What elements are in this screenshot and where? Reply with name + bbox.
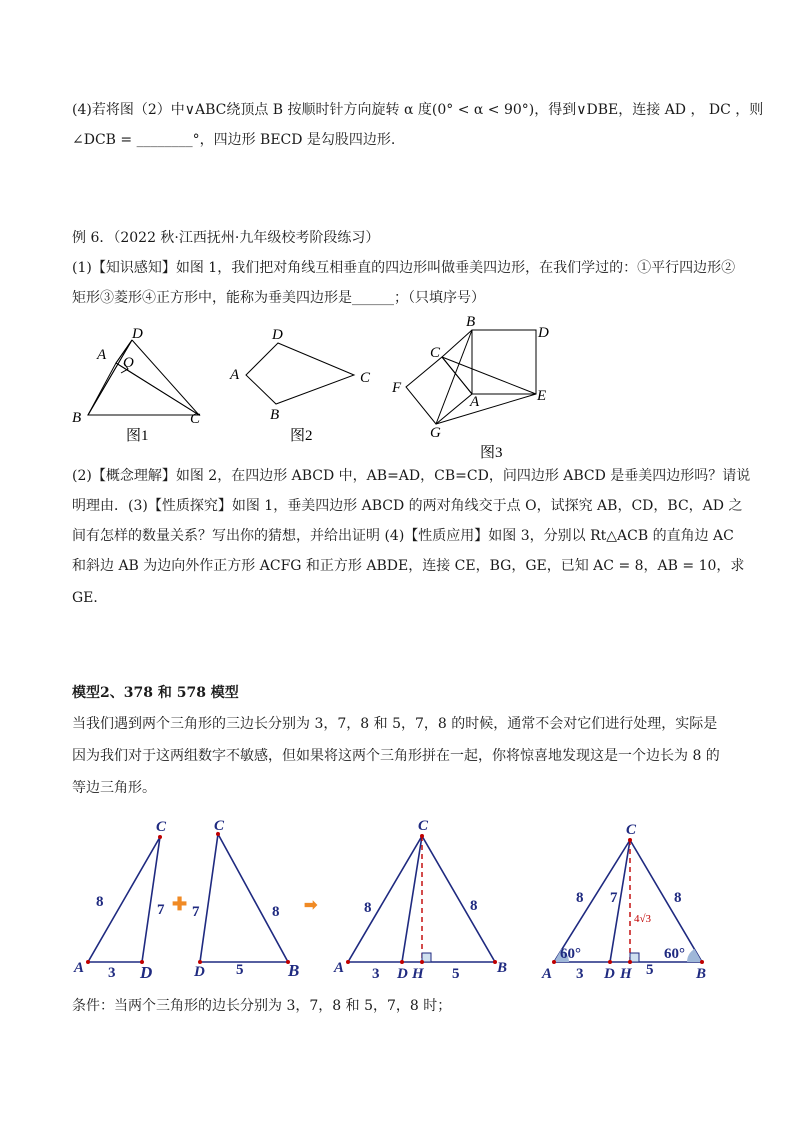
example6-part2-line4: 和斜边 AB 为边向外作正方形 ACFG 和正方形 ABDE，连接 CE，BG，GE，已知 AC = 8，AB = 10，求 [72, 558, 745, 574]
example6-part1-line1: (1)【知识感知】如图 1，我们把对角线互相垂直的四边形叫做垂美四边形，在我们学过的：①平行四边形② [72, 260, 736, 276]
figure-2 [226, 325, 386, 450]
example6-part1-line2: 矩形③菱形④正方形中，能称为垂美四边形是______；（只填序号） [72, 290, 485, 306]
fig3-label-c: C [430, 345, 441, 361]
example6-part2-line2: 明理由．(3)【性质探究】如图 1，垂美四边形 ABCD 的两对角线交于点 O，试探究 AB，CD，BC，AD 之 [72, 498, 743, 514]
t4-side-3: 3 [576, 966, 584, 982]
t2-side-8: 8 [272, 904, 280, 920]
example6-part2-line1: (2)【概念理解】如图 2，在四边形 ABCD 中，AB=AD，CB=CD，问四边形 ABCD 是垂美四边形吗？请说 [72, 468, 751, 484]
fig2-label-b: B [270, 407, 280, 423]
t3-label-c: C [418, 818, 429, 834]
fig1-caption: 图1 [126, 428, 149, 444]
model2-line-3: 等边三角形。 [72, 780, 156, 796]
q4-line-1: (4)若将图（2）中∨ABC绕顶点 B 按顺时针方向旋转 α 度(0° < α < 90°)，得到∨DBE，连接 AD ， DC ，则 [72, 102, 764, 118]
arrow-icon: ➡ [304, 897, 318, 914]
fig3-label-g: G [430, 425, 441, 441]
t3-label-d: D [397, 966, 408, 982]
t4-label-h: H [620, 966, 632, 982]
fig1-label-b: B [72, 410, 82, 426]
t1-label-c: C [156, 819, 167, 835]
t3-side-8-left: 8 [364, 900, 372, 916]
fig3-caption: 图3 [480, 445, 503, 461]
t4-height-label: 4√3 [634, 913, 652, 925]
t3-label-h: H [412, 966, 424, 982]
example6-part2-line5: GE． [72, 590, 108, 606]
fig3-label-f: F [392, 380, 402, 396]
t2-label-b: B [288, 961, 300, 980]
t2-side-7: 7 [192, 904, 200, 920]
fig1-label-o: O [123, 355, 134, 371]
fig3-label-b: B [466, 314, 476, 330]
t1-label-d: D [140, 963, 153, 982]
fig1-label-a: A [97, 347, 107, 363]
t4-label-c: C [626, 822, 637, 838]
t3-side-8-right: 8 [470, 898, 478, 914]
t1-side-3: 3 [108, 965, 116, 981]
fig3-label-e: E [537, 388, 547, 404]
fig1-label-d: D [132, 326, 143, 342]
t2-label-c: C [214, 818, 225, 834]
t2-side-5: 5 [236, 962, 244, 978]
model2-line-2: 因为我们对于这两组数字不敏感，但如果将这两个三角形拼在一起，你将惊喜地发现这是一个边长为 8 的 [72, 748, 720, 764]
t3-label-b: B [497, 960, 508, 976]
fig3-label-d: D [538, 325, 549, 341]
t1-side-7: 7 [157, 902, 165, 918]
t4-angle-a: 60° [560, 946, 581, 962]
t4-label-d: D [604, 966, 615, 982]
t4-label-b: B [696, 966, 707, 982]
plus-icon: ✚ [172, 894, 188, 914]
fig2-label-a: A [230, 367, 240, 383]
fig1-label-c: C [190, 411, 201, 427]
t4-label-a: A [542, 966, 553, 982]
example6-part2-line3: 间有怎样的数量关系？写出你的猜想，并给出证明 (4)【性质应用】如图 3，分别以 Rt△ACB 的直角边 AC [72, 528, 734, 544]
fig3-label-a: A [470, 394, 480, 410]
t4-side-8-left: 8 [576, 890, 584, 906]
model2-title: 模型2、378 和 578 模型 [72, 685, 239, 701]
t4-side-8-right: 8 [674, 890, 682, 906]
fig2-label-d: D [272, 327, 283, 343]
q4-line-2: ∠DCB = ________°，四边形 BECD 是勾股四边形. [72, 132, 396, 148]
example6-title: 例 6．（2022 秋·江西抚州·九年级校考阶段练习） [72, 230, 380, 246]
t4-angle-b: 60° [664, 946, 685, 962]
fig2-label-c: C [360, 370, 371, 386]
t3-side-5: 5 [452, 966, 460, 982]
figure-3 [388, 312, 568, 462]
t4-side-5: 5 [646, 962, 654, 978]
t2-label-d: D [194, 964, 205, 980]
fig2-caption: 图2 [290, 428, 313, 444]
model2-condition: 条件：当两个三角形的边长分别为 3，7，8 和 5，7，8 时； [72, 998, 452, 1014]
t1-side-8: 8 [96, 894, 104, 910]
model2-line-1: 当我们遇到两个三角形的三边长分别为 3，7，8 和 5，7，8 的时候，通常不会对它们进行处理，实际是 [72, 716, 718, 732]
t3-label-a: A [334, 960, 345, 976]
t1-label-a: A [74, 960, 85, 976]
figure-1 [66, 325, 216, 450]
t4-side-7: 7 [610, 890, 618, 906]
t3-side-3: 3 [372, 966, 380, 982]
model-figures [60, 812, 740, 982]
